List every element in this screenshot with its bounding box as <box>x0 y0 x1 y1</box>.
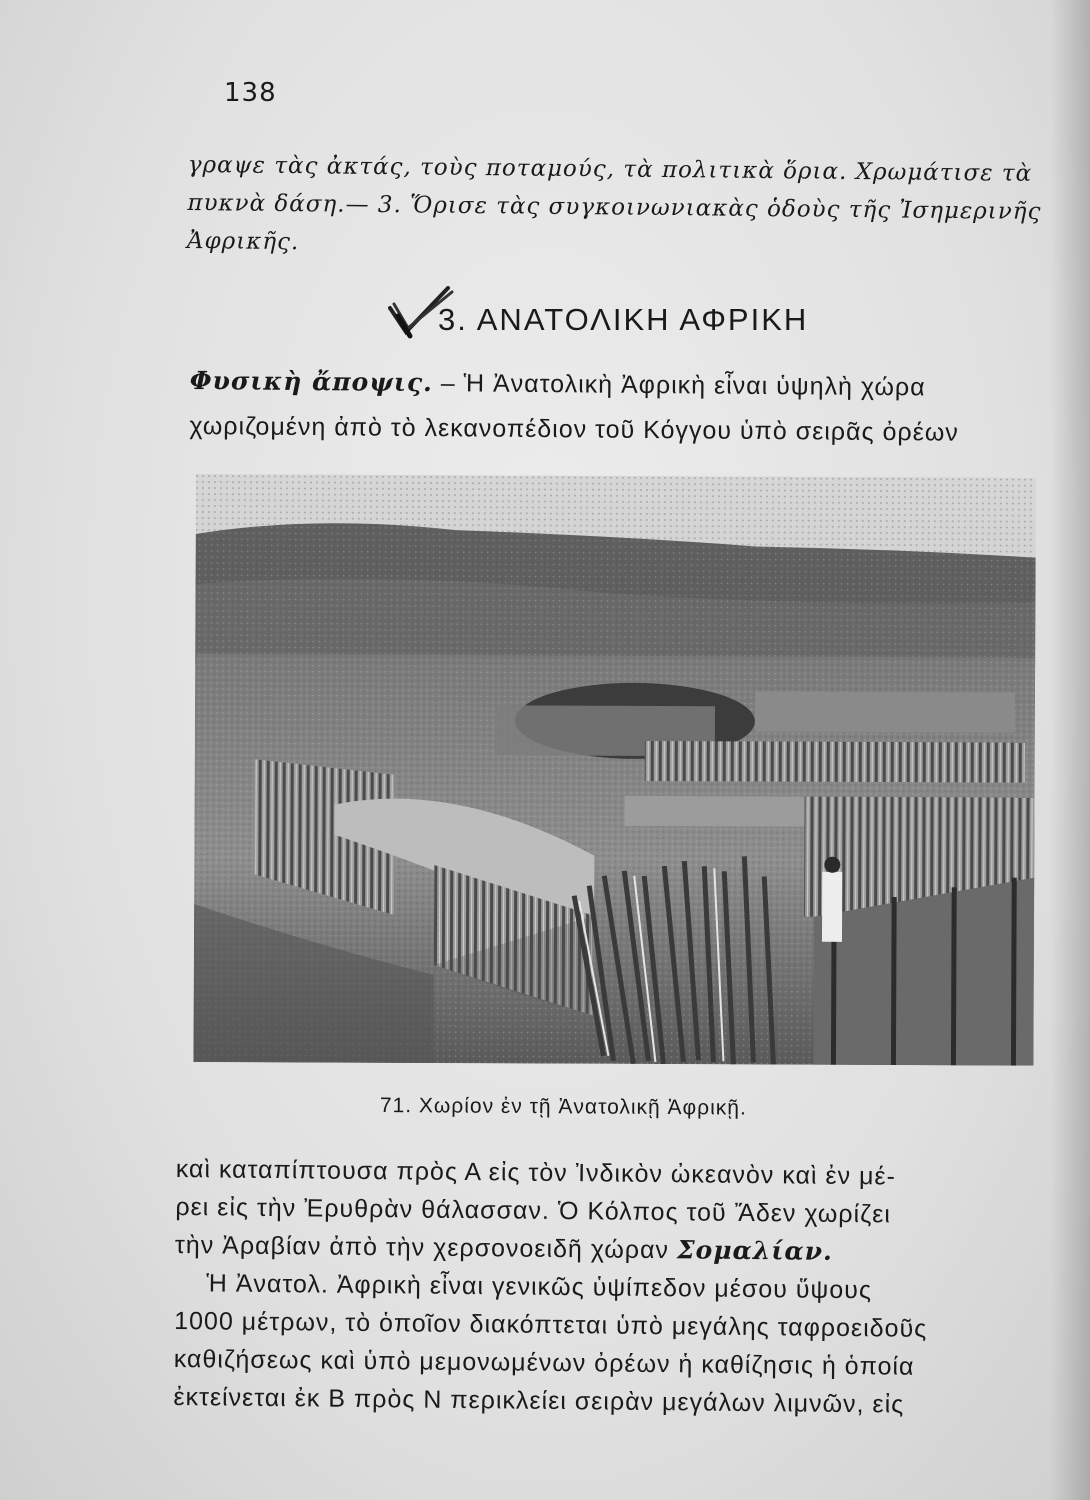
body-line-4: Ἡ Ἀνατολ. Ἀφρικὴ εἶναι γενικῶς ὑψίπεδον μέσου ὕψους <box>174 1268 873 1305</box>
section-heading <box>398 286 808 346</box>
exercise-text <box>187 146 1043 269</box>
run-in-heading: Φυσικὴ ἄποψις. <box>189 365 433 398</box>
emphasized-term: Σομαλίαν. <box>676 1235 833 1266</box>
page-gutter-shadow <box>1050 0 1090 1500</box>
body-line-7: ἐκτείνεται ἐκ Β πρὸς Ν περικλείει σειρὰν μεγάλων λιμνῶν, εἰς <box>173 1382 905 1419</box>
body-line-5: 1000 μέτρων, τὸ ὁποῖον διακόπτεται ὑπὸ μεγάλης ταφροειδοῦς <box>174 1306 928 1343</box>
physical-view-line-1-text: – Ἡ Ἀνατολικὴ Ἀφρικὴ εἶναι ὑψηλὴ χώρα <box>432 369 926 402</box>
section-title: 3. ΑΝΑΤΟΛΙΚΗ ΑΦΡΙΚΗ <box>438 302 809 337</box>
figure-caption: 71. Χωρίον ἐν τῇ Ἀνατολικῇ Ἀφρικῇ. <box>379 1094 747 1120</box>
body-line-6: καθιζήσεως καὶ ὑπὸ μεμονωμένων ὀρέων ἡ καθίζησις ἡ ὁποία <box>173 1344 915 1381</box>
physical-view-line-1 <box>190 358 1050 412</box>
body-line-3-text: τὴν Ἀραβίαν ἀπὸ τὴν χερσονοειδῆ χώραν <box>174 1230 678 1265</box>
page-number: 138 <box>224 78 277 108</box>
body-line-1: καὶ καταπίπτουσα πρὸς Α εἰς τὸν Ἰνδικὸν ὠκεανὸν καὶ ἐν μέ- <box>175 1154 897 1191</box>
exercise-line-3: Ἀφρικῆς. <box>186 227 300 256</box>
exercise-line-1: γραψε τὰς ἀκτάς, τοὺς ποταμούς, τὰ πολιτικὰ ὅρια. Χρωμάτισε τὰ <box>187 151 1033 187</box>
standing-figure <box>822 872 842 942</box>
village-photograph <box>193 474 1036 1066</box>
exercise-line-2: πυκνὰ δάση.— 3. Ὅρισε τὰς συγκοινωνιακὰς ὁδοὺς τῆς Ἰσημερινῆς <box>187 189 1042 225</box>
physical-view-line-2: χωριζομένη ἀπὸ τὸ λεκανοπέδιον τοῦ Κόγγου ὑπὸ σειρᾶς ὀρέων <box>189 411 959 447</box>
physical-view-paragraph <box>189 358 1050 457</box>
photo-illustration <box>193 474 1036 1066</box>
body-line-2: ρει εἰς τὴν Ἐρυθρὰν θάλασσαν. Ὁ Κόλπος τοῦ Ἄδεν χωρίζει <box>175 1192 892 1229</box>
back-fence <box>645 741 1025 783</box>
body-paragraph <box>173 1150 1046 1425</box>
